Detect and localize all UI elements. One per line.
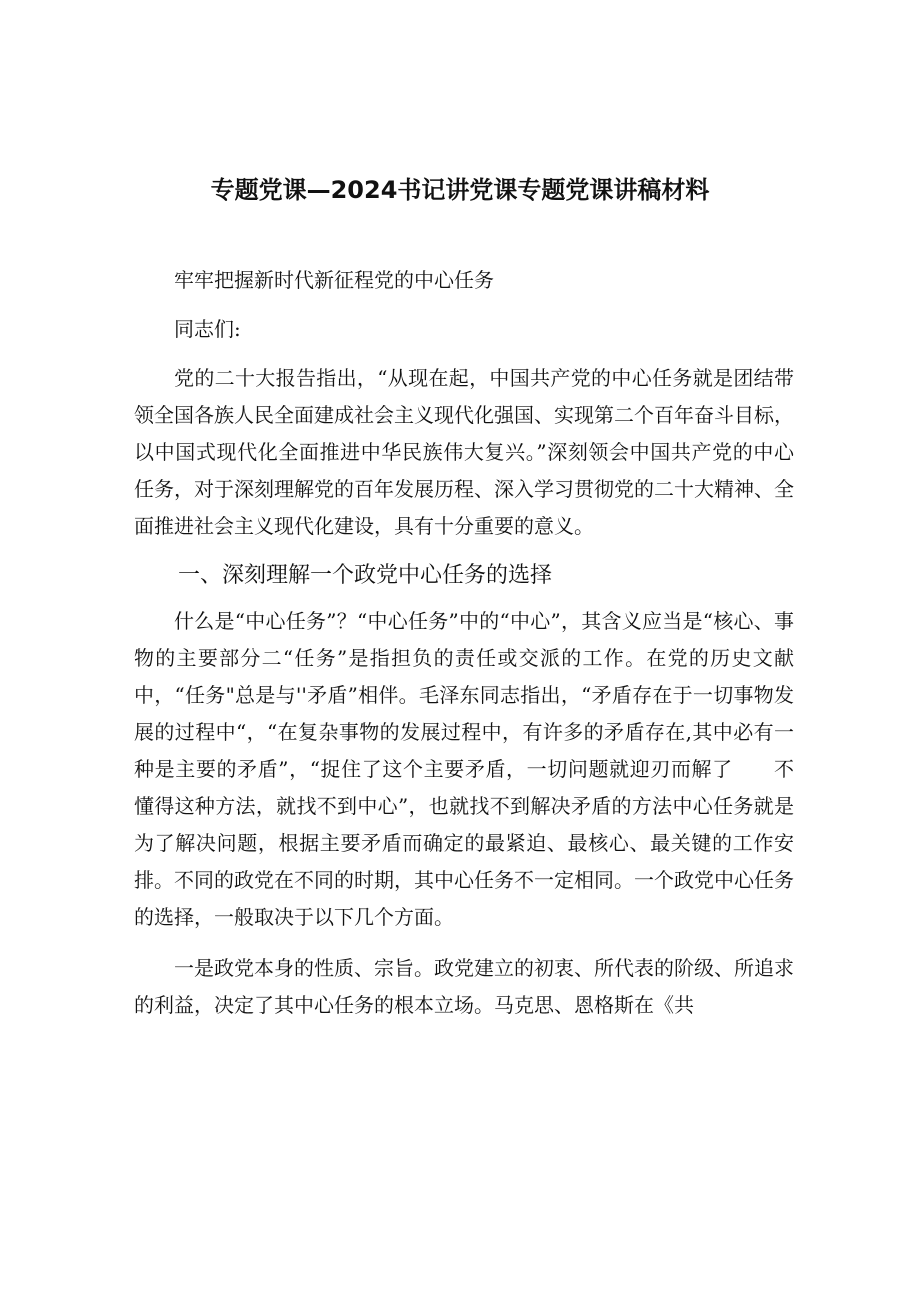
document-body bbox=[134, 262, 794, 1024]
paragraph-1: 党的二十大报告指出，“从现在起，中国共产党的中心任务就是团结带领全国各族人民全面建成社会主义现代化强国、实现第二个百年奋斗目标，以中国式现代化全面推进中华民族伟大复兴。”深刻领会中国共产党的中心任务，对于深刻理解党的百年发展历程、深入学习贯彻党的二十大精神、全面推进社会主义现代化建设，具有十分重要的意义。 bbox=[134, 366, 794, 538]
greeting: 同志们: bbox=[174, 317, 241, 341]
document-subtitle: 牢牢把握新时代新征程党的中心任务 bbox=[174, 268, 494, 292]
paragraph-2: 什么是“中心任务”？“中心任务”中的“中心”，其含义应当是“核心、事物的主要部分二“任务”是指担负的责任或交派的工作。在党的历史文献中，“任务"总是与''矛盾”相伴。毛泽东同志指出，“矛盾存在于一切事物发展的过程中“，“在复杂事物的发展过程中，有许多的矛盾存在,其中必有一种是主要的矛盾”，“捉住了这个主要矛盾，一切问题就迎刃而解了 不懂得这种方法，就找不到中心”，也就找不到解决矛盾的方法中心任务就是为了解决问题，根据主要矛盾而确定的最紧迫、最核心、最关键的工作安排。不同的政党在不同的时期，其中心任务不一定相同。一个政党中心任务的选择，一般取决于以下几个方面。 bbox=[134, 609, 794, 929]
section-heading-1: 一、深刻理解一个政党中心任务的选择 bbox=[178, 563, 553, 588]
paragraph-3: 一是政党本身的性质、宗旨。政党建立的初衷、所代表的阶级、所追求的利益，决定了其中心任务的根本立场。马克思、恩格斯在《共 bbox=[134, 956, 794, 1017]
document-title: 专题党课—2024书记讲党课专题党课讲稿材料 bbox=[210, 176, 710, 204]
